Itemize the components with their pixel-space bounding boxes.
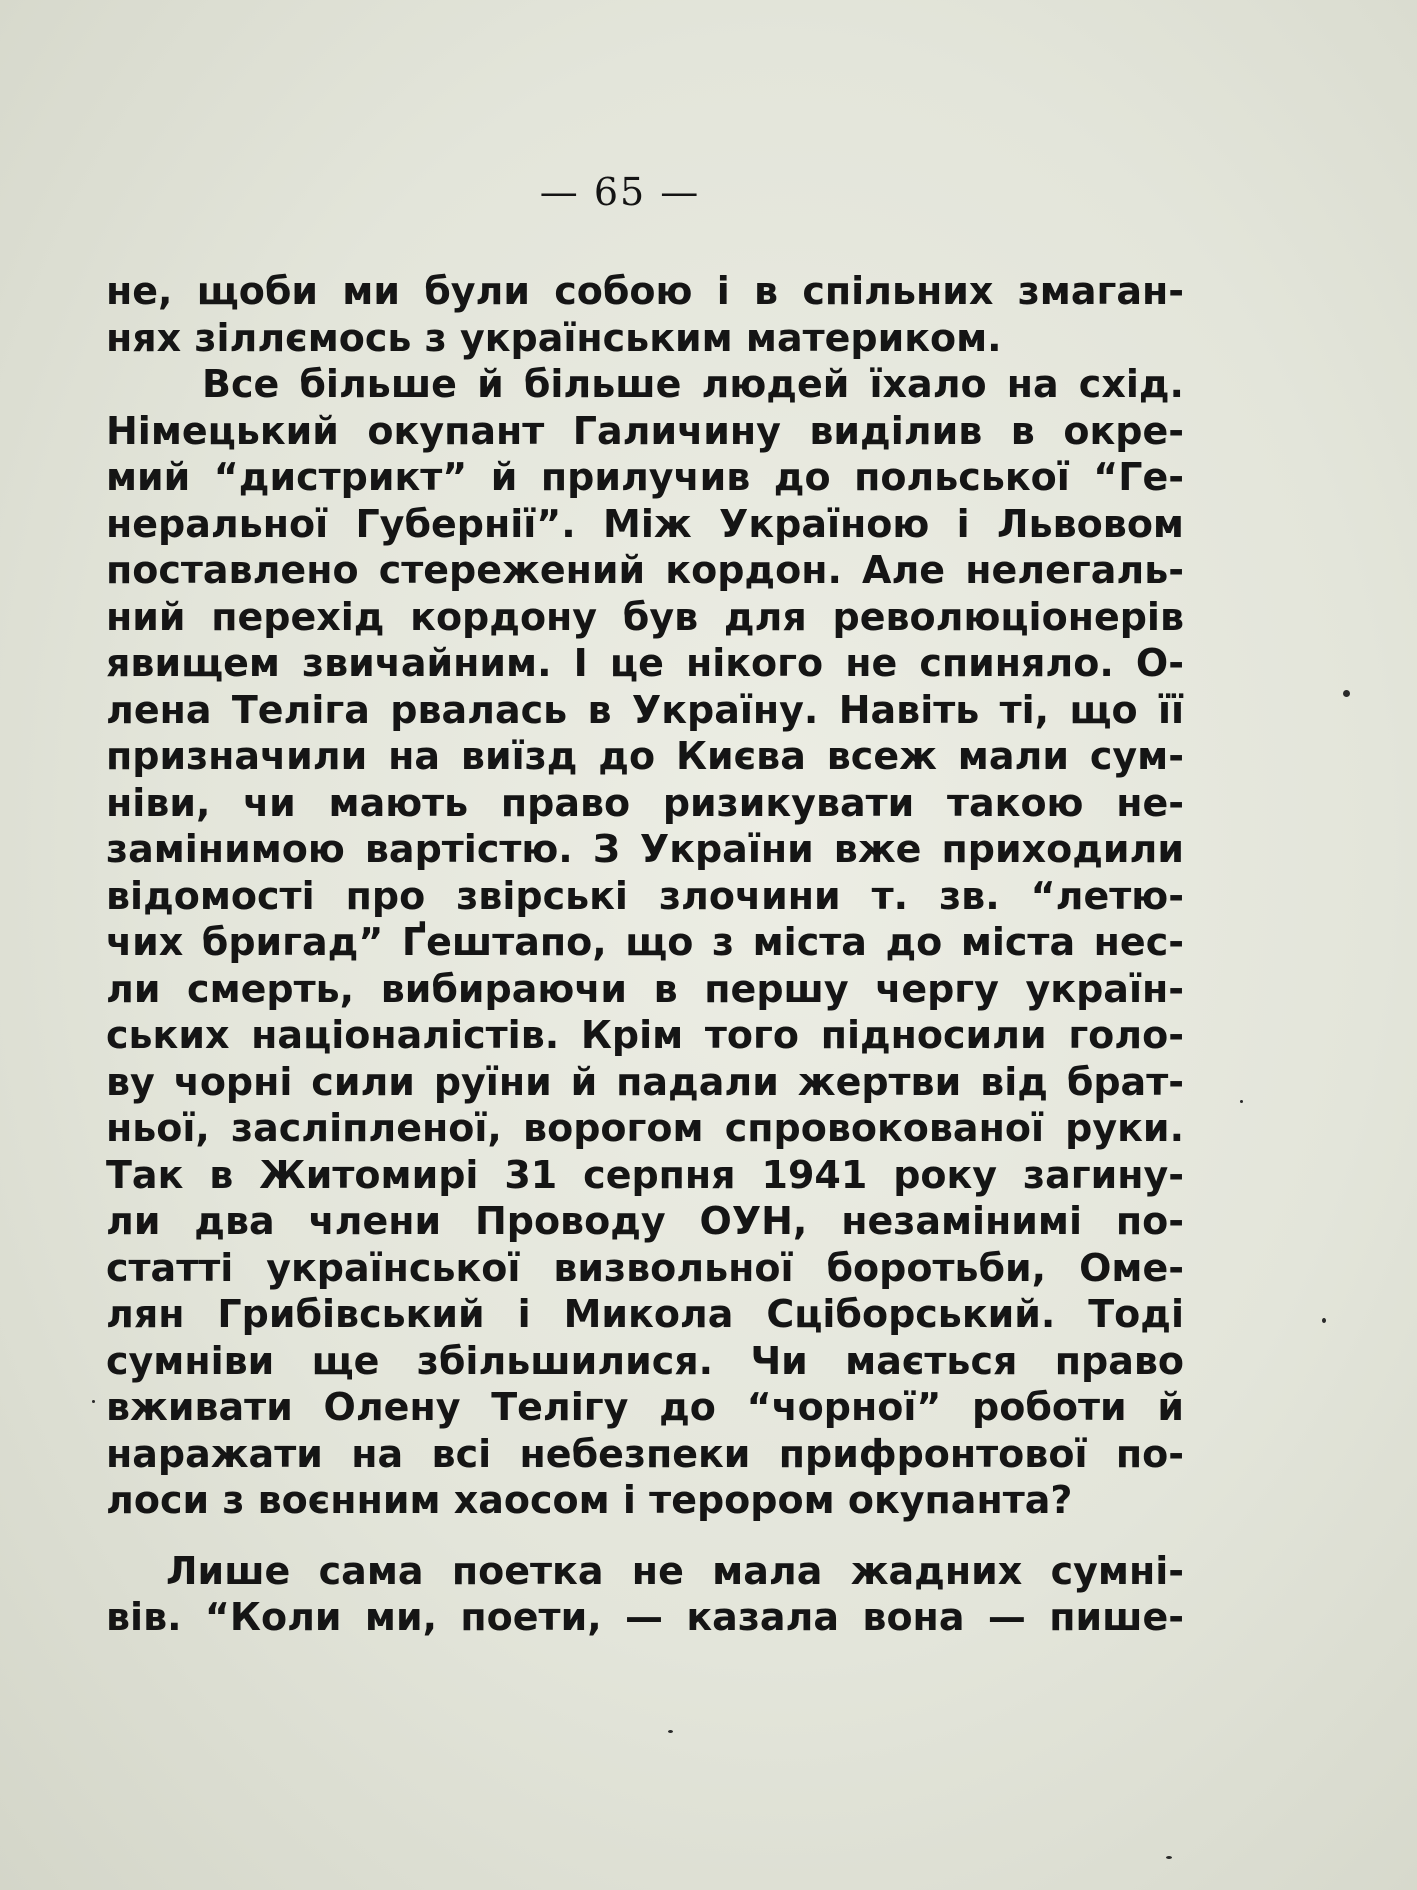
text-line: ньої, засліпленої, ворогом спровокованої руки. [106, 1106, 1184, 1150]
text-line: ських націоналістів. Крім того підносили голо- [106, 1013, 1184, 1057]
text-line: нях зіллємось з українським материком. [106, 315, 1002, 360]
text-line: Лише сама поетка не мала жадних сумні- [166, 1548, 1184, 1593]
text-line: не, щоби ми були собою і в спільних змаган- [106, 269, 1184, 313]
scan-speck [1322, 1318, 1326, 1323]
text-line: неральної Губернії”. Між Україною і Львовом [106, 501, 1184, 546]
text-line: вів. “Коли ми, поети, — казала вона — пише- [106, 1595, 1184, 1639]
text-line: Німецький окупант Галичину виділив в окре- [106, 408, 1184, 453]
body-text [106, 268, 1184, 1641]
scan-speck [92, 1400, 95, 1403]
text-line: Все більше й більше людей їхало на схід. [202, 362, 1184, 406]
text-line: статті української визвольної боротьби, Оме- [106, 1245, 1184, 1290]
scan-speck [1343, 690, 1350, 697]
text-line: наражати на всі небезпеки прифронтової по- [106, 1431, 1184, 1476]
text-line: лян Грибівський і Микола Сціборський. Тоді [106, 1292, 1184, 1336]
text-line: ний перехід кордону був для революціонерів [106, 594, 1184, 639]
scan-speck [668, 1730, 673, 1733]
paragraph-2 [106, 361, 1184, 1524]
page-number: — 65 — [539, 170, 701, 214]
text-line: поставлено стережений кордон. Але нелегаль- [106, 548, 1184, 592]
text-line: лоси з воєнним хаосом і терором окупанта? [106, 1478, 1073, 1522]
text-line: ли смерть, вибираючи в першу чергу україн- [106, 966, 1184, 1011]
text-line: відомості про звірські злочини т. зв. “летю- [106, 873, 1184, 918]
paragraph-3 [106, 1548, 1184, 1641]
text-line: ли два члени Проводу ОУН, незамінимі по- [106, 1199, 1184, 1243]
scan-speck [1240, 1100, 1243, 1103]
text-line: мий “дистрикт” й прилучив до польської “Ге- [106, 455, 1184, 499]
text-line: ніви, чи мають право ризикувати такою не- [106, 780, 1184, 825]
text-line: призначили на виїзд до Києва всеж мали сум- [106, 734, 1184, 778]
text-line: явищем звичайним. І це нікого не спиняло. О- [106, 641, 1184, 685]
paragraph-1 [106, 268, 1184, 361]
text-line: Так в Житомирі 31 серпня 1941 року загину- [106, 1152, 1184, 1197]
text-line: сумніви ще збільшилися. Чи мається право [106, 1338, 1184, 1383]
scan-speck [1166, 1856, 1172, 1859]
text-line: замінимою вартістю. З України вже приходили [106, 827, 1184, 871]
text-line: ву чорні сили руїни й падали жертви від брат- [106, 1059, 1184, 1104]
text-line: чих бригад” Ґештапо, що з міста до міста нес- [106, 920, 1184, 964]
text-line: вживати Олену Телігу до “чорної” роботи й [106, 1385, 1184, 1429]
text-line: лена Теліга рвалась в Україну. Навіть ті, що її [106, 687, 1184, 732]
paragraph-gap [106, 1524, 1184, 1548]
